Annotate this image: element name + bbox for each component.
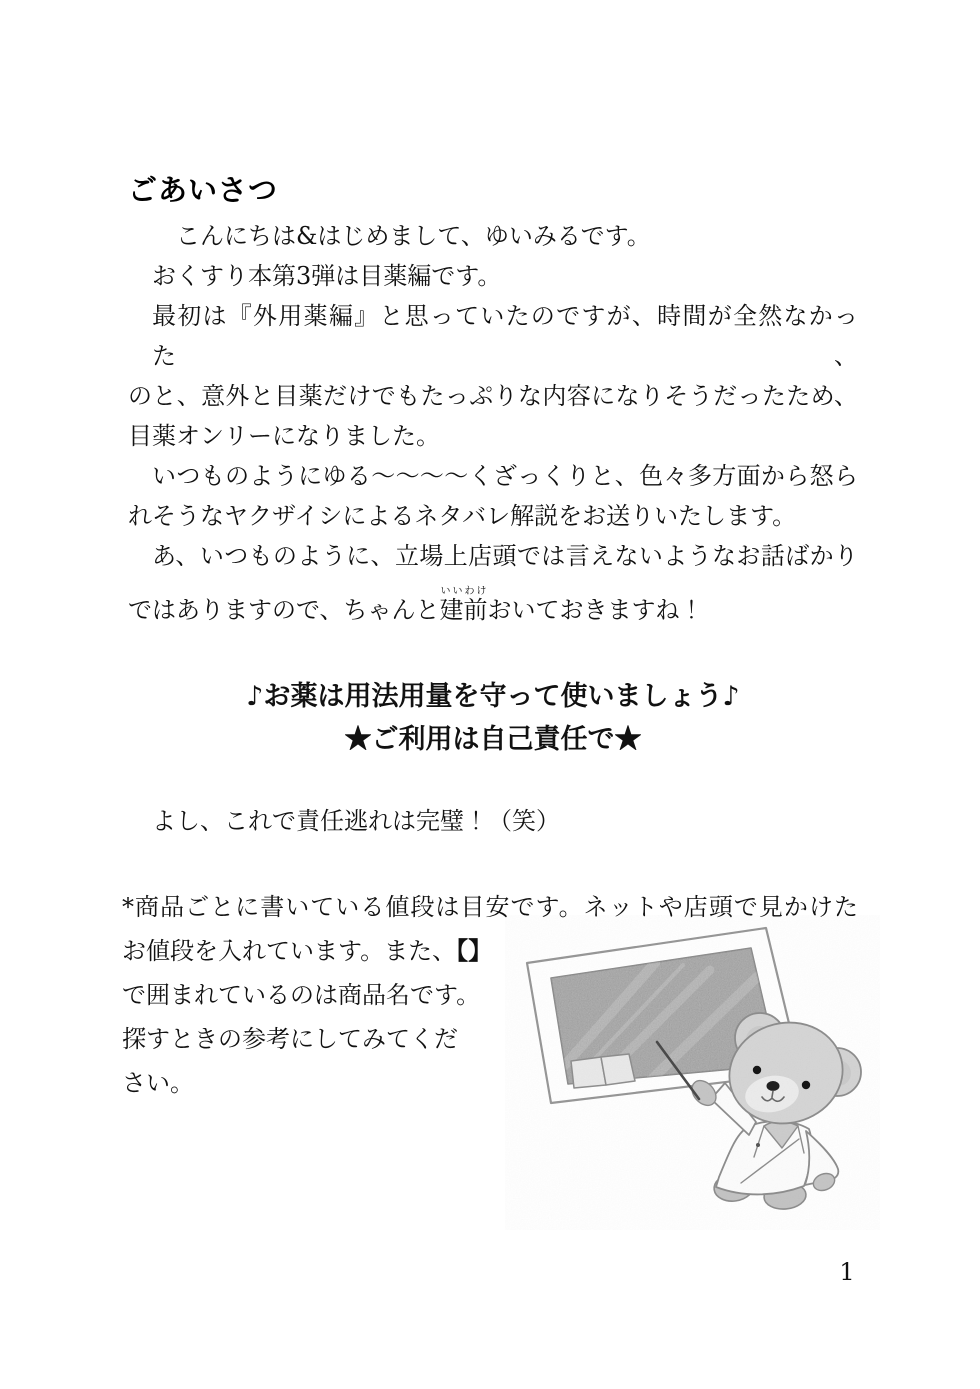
kicker-container: [128, 801, 858, 841]
body-line: 最初は『外用薬編』と思っていたのですが、時間が全然なかった、: [152, 302, 858, 370]
body-text: [128, 216, 858, 630]
kicker-line: よし、これで責任逃れは完璧！（笑）: [152, 807, 560, 835]
page-number: 1: [839, 1258, 855, 1286]
note-line: *商品ごとに書いている値段は目安です。ネットや店頭で見かけた: [122, 893, 858, 921]
note-line: 探すときの参考にしてみてくだ: [122, 1025, 458, 1053]
body-line: [128, 586, 858, 630]
bear-blackboard-drawing: [505, 915, 880, 1230]
text-segment: ではありますので、ちゃんと: [128, 596, 440, 624]
text-segment: おいておきますね！: [487, 596, 704, 624]
body-line: あ、いつものように、立場上店頭では言えないようなお話ばかり: [152, 542, 858, 570]
disclaimer-line: ★ご利用は自己責任で★: [344, 724, 642, 755]
pencil-texture: [505, 915, 880, 1230]
body-line: こんにちは&はじめまして、ゆいみるです。: [176, 222, 651, 250]
body-line: おくすり本第3弾は目薬編です。: [152, 262, 502, 290]
note-line: さい。: [122, 1069, 194, 1097]
disclaimer-block: [128, 675, 858, 761]
illustration: [505, 915, 880, 1230]
disclaimer-line: ♪お薬は用法用量を守って使いましょう♪: [246, 681, 740, 712]
ruby-annotation: 建前いいわけ: [439, 586, 488, 624]
body-line: 目薬オンリーになりました。: [128, 422, 440, 450]
text-segment: お値段を入れています。また、: [122, 937, 457, 965]
note-line: で囲まれているのは商品名です。: [122, 981, 481, 1009]
bold-text-segment: 【】: [456, 936, 493, 965]
body-line: のと、意外と目薬だけでもたっぷりな内容になりそうだったため、: [128, 382, 858, 410]
body-line: いつものようにゆる～～～～くざっくりと、色々多方面から怒ら: [152, 462, 858, 490]
body-line: れそうなヤクザイシによるネタバレ解説をお送りいたします。: [128, 502, 797, 530]
page-title: ごあいさつ: [128, 173, 279, 207]
